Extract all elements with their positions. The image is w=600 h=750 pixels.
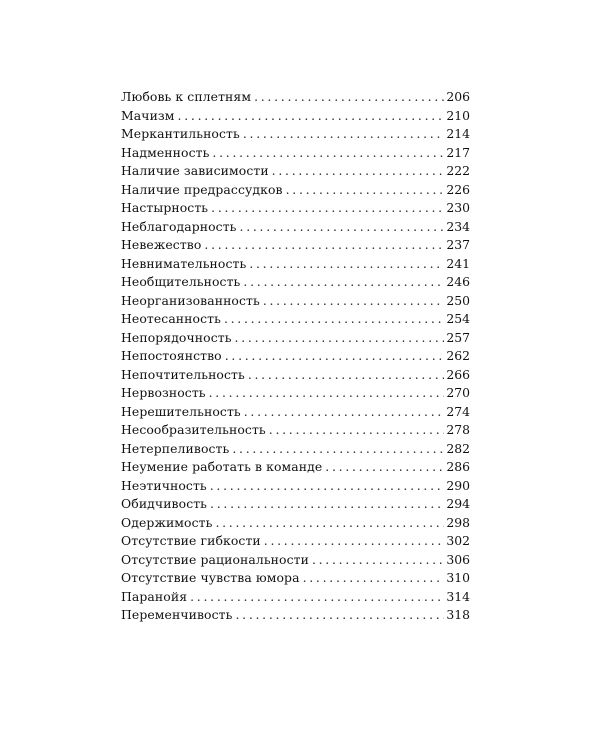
toc-entry-page: 257 (446, 329, 470, 345)
toc-entry-title: Нервозность (121, 385, 206, 400)
toc-dot-leader (235, 329, 445, 348)
toc-dot-leader (269, 421, 445, 440)
toc-dot-leader (243, 273, 444, 292)
toc-entry-page: 210 (446, 107, 470, 123)
toc-entry-title: Отсутствие рациональности (121, 551, 309, 567)
toc-entry-page: 250 (446, 292, 470, 308)
toc-entry-title: Нерешительность (121, 403, 241, 419)
toc-entry-page: 302 (446, 533, 470, 548)
toc-entry-title: Неорганизованность (121, 292, 260, 308)
toc-entry-page: 226 (446, 181, 470, 197)
toc-entry-page: 234 (446, 218, 470, 234)
toc-entry[interactable] (121, 366, 470, 385)
toc-entry-title: Наличие зависимости (121, 163, 269, 178)
toc-entry-page: 286 (446, 459, 470, 474)
toc-entry[interactable] (121, 218, 470, 237)
toc-dot-leader (210, 495, 444, 514)
toc-dot-leader (303, 569, 445, 588)
toc-entry[interactable] (121, 329, 470, 348)
toc-entry-page: 230 (446, 200, 470, 215)
toc-entry-title: Одержимость (121, 514, 213, 530)
toc-dot-leader (209, 384, 445, 403)
toc-entry-title: Обидчивость (121, 496, 208, 511)
toc-entry-title: Настырность (121, 200, 209, 215)
toc-entry[interactable] (121, 199, 470, 218)
toc-entry[interactable] (121, 606, 470, 625)
toc-dot-leader (215, 514, 444, 533)
toc-entry-page: 318 (446, 607, 470, 622)
toc-entry[interactable] (121, 236, 470, 255)
toc-entry-title: Меркантильность (121, 126, 240, 141)
toc-entry-title: Несообразительность (121, 422, 266, 437)
toc-entry[interactable] (121, 292, 470, 311)
toc-entry-title: Непорядочность (121, 329, 232, 345)
toc-entry-page: 254 (446, 311, 470, 326)
toc-entry[interactable] (121, 440, 470, 459)
toc-entry-title: Нетерпеливость (121, 440, 230, 456)
toc-dot-leader (254, 88, 444, 107)
toc-entry-title: Наличие предрассудков (121, 181, 283, 197)
toc-entry-title: Любовь к сплетням (121, 89, 252, 104)
toc-dot-leader (224, 310, 444, 329)
toc-entry-title: Паранойя (121, 588, 188, 604)
toc-entry[interactable] (121, 588, 470, 607)
toc-entry[interactable] (121, 477, 470, 496)
toc-entry-page: 262 (446, 348, 470, 363)
toc-entry[interactable] (121, 273, 470, 292)
toc-entry[interactable] (121, 107, 470, 126)
toc-entry[interactable] (121, 162, 470, 181)
toc-entry-page: 241 (446, 255, 470, 271)
toc-entry-page: 298 (446, 514, 470, 530)
toc-entry-page: 306 (446, 551, 470, 567)
toc-entry[interactable] (121, 458, 470, 477)
toc-entry[interactable] (121, 88, 470, 107)
toc-dot-leader (272, 162, 445, 181)
toc-entry-page: 274 (446, 403, 470, 419)
toc-entry[interactable] (121, 310, 470, 329)
toc-dot-leader (248, 366, 445, 385)
toc-entry-title: Невнимательность (121, 255, 247, 271)
toc-entry-page: 310 (446, 570, 470, 585)
toc-entry-title: Неэтичность (121, 477, 207, 493)
toc-dot-leader (210, 477, 445, 496)
toc-entry[interactable] (121, 495, 470, 514)
toc-entry-title: Мачизм (121, 107, 175, 123)
toc-entry-title: Переменчивость (121, 607, 233, 622)
toc-entry-title: Отсутствие гибкости (121, 533, 261, 548)
toc-dot-leader (244, 403, 445, 422)
toc-entry-page: 214 (446, 126, 470, 141)
toc-dot-leader (325, 458, 444, 477)
toc-entry[interactable] (121, 403, 470, 422)
toc-dot-leader (243, 125, 445, 144)
toc-entry[interactable] (121, 255, 470, 274)
toc-dot-leader (235, 606, 444, 625)
toc-entry-title: Невежество (121, 237, 202, 252)
toc-dot-leader (178, 107, 445, 126)
toc-dot-leader (264, 532, 445, 551)
toc-entry-page: 294 (446, 496, 470, 511)
toc-entry[interactable] (121, 125, 470, 144)
toc-entry[interactable] (121, 569, 470, 588)
toc-dot-leader (212, 144, 444, 163)
toc-dot-leader (249, 255, 444, 274)
toc-entry[interactable] (121, 181, 470, 200)
toc-entry-title: Отсутствие чувства юмора (121, 570, 300, 585)
toc-entry-page: 314 (446, 588, 470, 604)
toc-dot-leader (263, 292, 445, 311)
toc-entry[interactable] (121, 384, 470, 403)
toc-dot-leader (232, 440, 444, 459)
toc-dot-leader (225, 347, 445, 366)
toc-entry-page: 217 (446, 144, 470, 160)
table-of-contents (121, 88, 470, 625)
toc-dot-leader (286, 181, 445, 200)
toc-entry-page: 270 (446, 385, 470, 400)
toc-entry[interactable] (121, 347, 470, 366)
toc-entry[interactable] (121, 532, 470, 551)
toc-entry-page: 237 (446, 237, 470, 252)
toc-dot-leader (204, 236, 444, 255)
toc-dot-leader (211, 199, 444, 218)
toc-entry-title: Надменность (121, 144, 210, 160)
toc-entry[interactable] (121, 421, 470, 440)
toc-dot-leader (190, 588, 444, 607)
toc-entry-page: 266 (446, 366, 470, 382)
toc-entry[interactable] (121, 514, 470, 533)
toc-dot-leader (312, 551, 444, 570)
toc-entry[interactable] (121, 144, 470, 163)
toc-dot-leader (240, 218, 445, 237)
toc-entry-title: Неблагодарность (121, 218, 237, 234)
toc-entry-title: Непостоянство (121, 348, 222, 363)
toc-entry-page: 282 (446, 440, 470, 456)
toc-entry-title: Непочтительность (121, 366, 245, 382)
toc-entry-title: Неотесанность (121, 311, 221, 326)
toc-entry-page: 290 (446, 477, 470, 493)
toc-entry-title: Неумение работать в команде (121, 459, 323, 474)
toc-entry-page: 278 (446, 422, 470, 437)
toc-entry-title: Необщительность (121, 274, 241, 289)
toc-entry[interactable] (121, 551, 470, 570)
toc-entry-page: 246 (446, 274, 470, 289)
toc-entry-page: 222 (446, 163, 470, 178)
toc-entry-page: 206 (446, 89, 470, 104)
